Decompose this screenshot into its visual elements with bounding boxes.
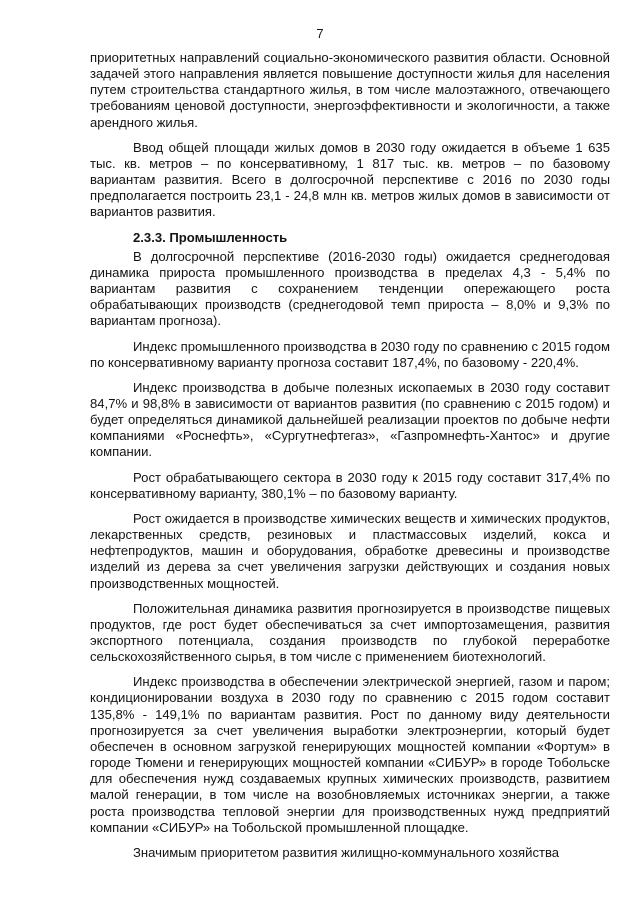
paragraph-manufacturing-growth: Рост обрабатывающего сектора в 2030 году к 2015 году составит 317,4% по консервативному варианту, 380,1% – по базовому варианту. xyxy=(90,469,610,501)
paragraph-industry-index: Индекс промышленного производства в 2030 году по сравнению с 2015 годом по консервативному варианту прогноза составит 187,4%, по базовому - 220,4%. xyxy=(90,338,610,370)
paragraph-energy-index: Индекс производства в обеспечении электрической энергией, газом и паром; кондиционировании воздуха в 2030 году по сравнению с 2015 годом составит 135,8% - 149,1% по вариантам развития. Рост по данному виду деятельности прогнозируется за счет увеличения выработки электроэнергии, который будет обеспечен в основном загрузкой генерирующих мощностей компании «Фортум» в городе Тюмени и генерирующих мощностей компании «СИБУР» в городе Тобольске для обеспечения нужд создаваемых крупных химических производств, развитием малой генерации, в том числе на возобновляемых источниках энергии, а также роста производства тепловой энергии для производственных нужд предприятий компании «СИБУР» на Тобольской промышленной площадке. xyxy=(90,674,610,835)
paragraph-housing-continued: приоритетных направлений социально-экономического развития области. Основной задачей этого направления является повышение доступности жилья для населения путем строительства стандартного жилья, в том числе малоэтажного, отвечающего требованиям ценовой доступности, энергоэффективности и экологичности, а также арендного жилья. xyxy=(90,50,610,130)
paragraph-chemical-production: Рост ожидается в производстве химических веществ и химических продуктов, лекарственных средств, резиновых и пластмассовых изделий, кокса и нефтепродуктов, машин и оборудования, обработке древесины и производстве изделий из дерева за счет увеличения загрузки действующих и создания новых производственных мощностей. xyxy=(90,510,610,591)
paragraph-housing-volume: Ввод общей площади жилых домов в 2030 году ожидается в объеме 1 635 тыс. кв. метров – по консервативному, 1 817 тыс. кв. метров – по базовому вариантам развития. Всего в долгосрочной перспективе с 2016 по 2030 годы предполагается построить 23,1 - 24,8 млн кв. метров жилых домов в зависимости от вариантов развития. xyxy=(90,139,610,220)
page-number: 7 xyxy=(316,26,324,41)
paragraph-utilities-priority: Значимым приоритетом развития жилищно-коммунального хозяйства xyxy=(133,844,560,860)
paragraph-industry-growth: В долгосрочной перспективе (2016-2030 годы) ожидается среднегодовая динамика прироста промышленного производства в пределах 4,3 - 5,4% по вариантам развития с сохранением тенденции опережающего роста обрабатывающих производств (среднегодовой темп прироста – 8,0% и 9,3% по вариантам прогноза). xyxy=(90,248,610,329)
page-content xyxy=(90,50,610,870)
section-heading: 2.3.3. Промышленность xyxy=(133,229,288,245)
paragraph-food-production: Положительная динамика развития прогнозируется в производстве пищевых продуктов, где рост будет обеспечиваться за счет импортозамещения, развития экспортного потенциала, создания производств по глубокой переработке сельскохозяйственного сырья, в том числе с применением биотехнологий. xyxy=(90,600,610,665)
paragraph-mining-index: Индекс производства в добыче полезных ископаемых в 2030 году составит 84,7% и 98,8% в зависимости от вариантов развития (по сравнению с 2015 годом) и будет определяться динамикой дальнейшей реализации проектов по добыче нефти компаниями «Роснефть», «Сургутнефтегаз», «Газпромнефть-Хантос» и другие компании. xyxy=(90,379,610,460)
